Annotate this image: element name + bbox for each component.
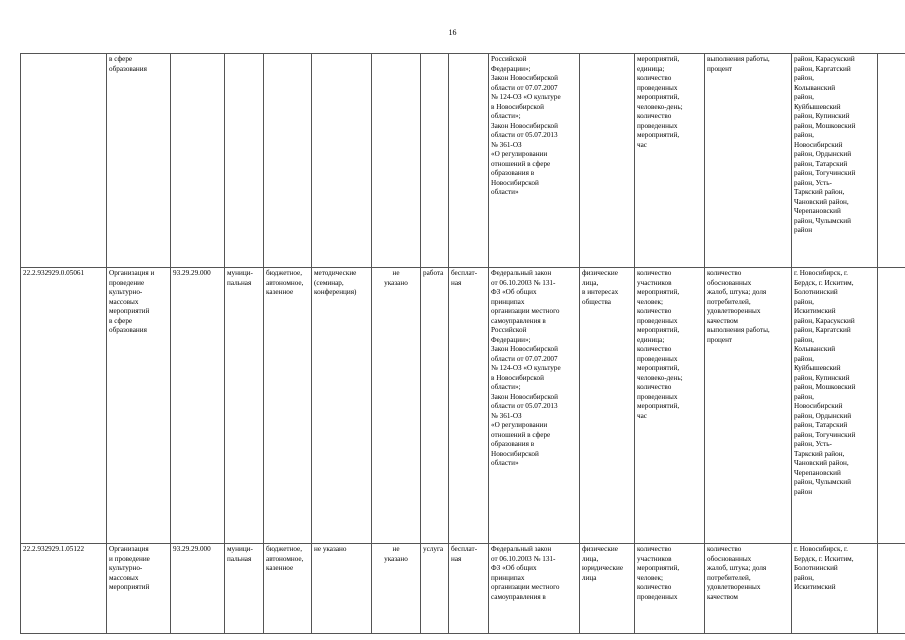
cell-okved — [171, 54, 225, 268]
cell-kind: услуга — [421, 544, 449, 634]
cell-okved: 93.29.29.000 — [171, 544, 225, 634]
cell-code: 22.2.932929.1.05122 — [21, 544, 107, 634]
cell-extra — [878, 544, 905, 634]
cell-volume-indicators: мероприятий, единица; количество проведенных мероприятий, человеко-день; количество проведенных мероприятий, час — [635, 54, 705, 268]
table-row — [21, 544, 905, 634]
cell-condition: не указано — [372, 268, 421, 544]
cell-legal-basis: Российской Федерации»; Закон Новосибирской области от 07.07.2007 № 124-ОЗ «О культуре в Новосибирской области»; Закон Новосибирской области от 05.07.2013 № 361-ОЗ «О регулировании отношений в сфере образования в Новосибирской области» — [489, 54, 580, 268]
cell-legal-basis: Федеральный закон от 06.10.2003 № 131- ФЗ «Об общих принципах организации местного самоуправления в — [489, 544, 580, 634]
cell-quality-indicators: количество обоснованных жалоб, штука; доля потребителей, удовлетворенных качеством выполнения работы, процент — [705, 268, 792, 544]
page-number: 16 — [448, 28, 457, 37]
cell-ownership: муници- пальная — [225, 268, 264, 544]
cell-kind: работа — [421, 268, 449, 544]
cell-name: в сфере образования — [107, 54, 171, 268]
cell-condition: не указано — [372, 544, 421, 634]
services-registry-table — [20, 53, 905, 634]
cell-institution-type — [264, 54, 312, 268]
cell-content: не указано — [312, 544, 372, 634]
cell-paid — [449, 54, 489, 268]
cell-paid: бесплат- ная — [449, 268, 489, 544]
cell-okved: 93.29.29.000 — [171, 268, 225, 544]
cell-extra — [878, 54, 905, 268]
cell-extra — [878, 268, 905, 544]
cell-name: Организация и проведение культурно- массовых мероприятий — [107, 544, 171, 634]
cell-condition — [372, 54, 421, 268]
cell-kind — [421, 54, 449, 268]
cell-code: 22.2.932929.0.05061 — [21, 268, 107, 544]
table-row — [21, 54, 905, 268]
cell-territory: район, Карасукский район, Каргатский район, Колыванский район, Куйбышевский район, Купинский район, Мошковский район, Новосибирский район, Ордынский район, Татарский район, Тогучинский район, Усть- Таркский район, Чановский район, Черепановский район, Чулымский район — [792, 54, 878, 268]
cell-volume-indicators: количество участников мероприятий, человек; количество проведенных — [635, 544, 705, 634]
cell-institution-type: бюджетное, автономное, казенное — [264, 544, 312, 634]
table-row — [21, 268, 905, 544]
cell-content — [312, 54, 372, 268]
cell-quality-indicators: количество обоснованных жалоб, штука; доля потребителей, удовлетворенных качеством — [705, 544, 792, 634]
cell-paid: бесплат- ная — [449, 544, 489, 634]
cell-volume-indicators: количество участников мероприятий, человек; количество проведенных мероприятий, единица; количество проведенных мероприятий, человеко-день; количество проведенных мероприятий, час — [635, 268, 705, 544]
cell-ownership — [225, 54, 264, 268]
cell-territory: г. Новосибирск, г. Бердск, г. Искитим, Болотнинский район, Искитимский район, Карасукский район, Каргатский район, Колыванский район, Куйбышевский район, Купинский район, Мошковский район, Новосибирский район, Ордынский район, Татарский район, Тогучинский район, Усть- Таркский район, Чановский район, Черепановский район, Чулымский район — [792, 268, 878, 544]
cell-consumers: физические лица, в интересах общества — [580, 268, 635, 544]
table-body — [21, 54, 905, 634]
cell-consumers — [580, 54, 635, 268]
cell-legal-basis: Федеральный закон от 06.10.2003 № 131- ФЗ «Об общих принципах организации местного самоуправления в Российской Федерации»; Закон Новосибирской области от 07.07.2007 № 124-ОЗ «О культуре в Новосибирской области»; Закон Новосибирской области от 05.07.2013 № 361-ОЗ «О регулировании отношений в сфере образования в Новосибирской области» — [489, 268, 580, 544]
cell-quality-indicators: выполнения работы, процент — [705, 54, 792, 268]
cell-institution-type: бюджетное, автономное, казенное — [264, 268, 312, 544]
cell-ownership: муници- пальная — [225, 544, 264, 634]
cell-name: Организация и проведение культурно- массовых мероприятий в сфере образования — [107, 268, 171, 544]
cell-content: методические (семинар, конференция) — [312, 268, 372, 544]
cell-territory: г. Новосибирск, г. Бердск, г. Искитим, Болотнинский район, Искитимский — [792, 544, 878, 634]
cell-code — [21, 54, 107, 268]
cell-consumers: физические лица, юридические лица — [580, 544, 635, 634]
